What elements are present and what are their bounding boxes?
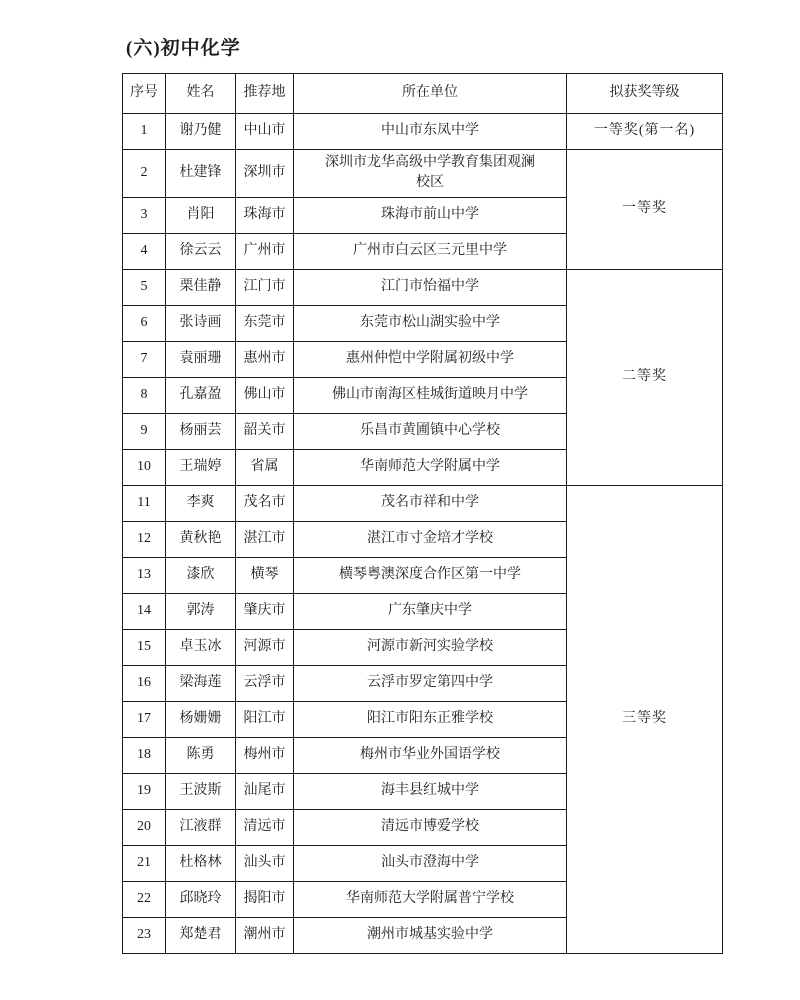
cell-name: 梁海莲: [166, 665, 236, 701]
cell-unit: 潮州市城基实验中学: [294, 917, 567, 953]
cell-no: 20: [123, 809, 166, 845]
cell-name: 张诗画: [166, 305, 236, 341]
cell-unit: 广州市白云区三元里中学: [294, 233, 567, 269]
cell-unit: 茂名市祥和中学: [294, 485, 567, 521]
table-row: [123, 114, 723, 150]
cell-no: 8: [123, 377, 166, 413]
cell-no: 9: [123, 413, 166, 449]
cell-unit: 河源市新河实验学校: [294, 629, 567, 665]
cell-no: 11: [123, 485, 166, 521]
cell-unit: 深圳市龙华高级中学教育集团观澜校区: [294, 150, 567, 198]
cell-no: 21: [123, 845, 166, 881]
cell-name: 江液群: [166, 809, 236, 845]
cell-name: 王瑞婷: [166, 449, 236, 485]
cell-place: 清远市: [236, 809, 294, 845]
cell-unit: 云浮市罗定第四中学: [294, 665, 567, 701]
cell-name: 卓玉冰: [166, 629, 236, 665]
cell-place: 佛山市: [236, 377, 294, 413]
cell-place: 潮州市: [236, 917, 294, 953]
cell-place: 深圳市: [236, 150, 294, 198]
cell-name: 杨姗姗: [166, 701, 236, 737]
cell-unit: 乐昌市黄圃镇中心学校: [294, 413, 567, 449]
award-list-table: [122, 73, 723, 954]
cell-place: 河源市: [236, 629, 294, 665]
cell-no: 5: [123, 269, 166, 305]
cell-no: 16: [123, 665, 166, 701]
cell-no: 3: [123, 197, 166, 233]
cell-unit: 海丰县红城中学: [294, 773, 567, 809]
cell-name: 谢乃健: [166, 114, 236, 150]
cell-place: 省属: [236, 449, 294, 485]
cell-no: 10: [123, 449, 166, 485]
cell-unit: 江门市怡福中学: [294, 269, 567, 305]
cell-place: 中山市: [236, 114, 294, 150]
cell-unit: 华南师范大学附属普宁学校: [294, 881, 567, 917]
cell-name: 陈勇: [166, 737, 236, 773]
cell-place: 汕头市: [236, 845, 294, 881]
section-title: (六)初中化学: [126, 38, 241, 59]
header-cell-no: 序号: [123, 74, 166, 114]
cell-unit: 惠州仲恺中学附属初级中学: [294, 341, 567, 377]
table-row: [123, 485, 723, 521]
cell-no: 14: [123, 593, 166, 629]
header-cell-award: 拟获奖等级: [567, 74, 723, 114]
cell-name: 杨丽芸: [166, 413, 236, 449]
cell-name: 袁丽珊: [166, 341, 236, 377]
cell-name: 黄秋艳: [166, 521, 236, 557]
cell-unit: 广东肇庆中学: [294, 593, 567, 629]
cell-unit: 佛山市南海区桂城街道映月中学: [294, 377, 567, 413]
cell-unit: 东莞市松山湖实验中学: [294, 305, 567, 341]
cell-unit: 阳江市阳东正雅学校: [294, 701, 567, 737]
cell-award: 三等奖: [567, 485, 723, 953]
award-table-body: [123, 114, 723, 954]
cell-place: 广州市: [236, 233, 294, 269]
cell-unit: 中山市东凤中学: [294, 114, 567, 150]
cell-unit: 湛江市寸金培才学校: [294, 521, 567, 557]
cell-place: 东莞市: [236, 305, 294, 341]
cell-name: 郑楚君: [166, 917, 236, 953]
cell-unit: 横琴粤澳深度合作区第一中学: [294, 557, 567, 593]
cell-place: 茂名市: [236, 485, 294, 521]
cell-name: 李爽: [166, 485, 236, 521]
cell-unit: 华南师范大学附属中学: [294, 449, 567, 485]
cell-no: 22: [123, 881, 166, 917]
cell-no: 2: [123, 150, 166, 198]
header-row: [123, 74, 723, 114]
cell-name: 杜格林: [166, 845, 236, 881]
cell-name: 杜建锋: [166, 150, 236, 198]
cell-no: 17: [123, 701, 166, 737]
cell-no: 15: [123, 629, 166, 665]
header-cell-name: 姓名: [166, 74, 236, 114]
cell-no: 1: [123, 114, 166, 150]
cell-place: 惠州市: [236, 341, 294, 377]
cell-no: 19: [123, 773, 166, 809]
table-row: [123, 150, 723, 198]
cell-place: 韶关市: [236, 413, 294, 449]
cell-name: 徐云云: [166, 233, 236, 269]
cell-award: 一等奖(第一名): [567, 114, 723, 150]
cell-no: 6: [123, 305, 166, 341]
cell-no: 4: [123, 233, 166, 269]
cell-place: 云浮市: [236, 665, 294, 701]
cell-place: 揭阳市: [236, 881, 294, 917]
cell-name: 漆欣: [166, 557, 236, 593]
cell-place: 肇庆市: [236, 593, 294, 629]
header-cell-unit: 所在单位: [294, 74, 567, 114]
cell-name: 郭涛: [166, 593, 236, 629]
cell-unit: 珠海市前山中学: [294, 197, 567, 233]
cell-name: 邱晓玲: [166, 881, 236, 917]
cell-name: 栗佳静: [166, 269, 236, 305]
table-row: [123, 269, 723, 305]
cell-unit: 梅州市华业外国语学校: [294, 737, 567, 773]
cell-unit: 清远市博爱学校: [294, 809, 567, 845]
cell-place: 湛江市: [236, 521, 294, 557]
cell-unit: 汕头市澄海中学: [294, 845, 567, 881]
cell-no: 18: [123, 737, 166, 773]
cell-award: 二等奖: [567, 269, 723, 485]
cell-name: 肖阳: [166, 197, 236, 233]
cell-no: 7: [123, 341, 166, 377]
cell-no: 13: [123, 557, 166, 593]
cell-name: 孔嘉盈: [166, 377, 236, 413]
cell-place: 汕尾市: [236, 773, 294, 809]
cell-name: 王波斯: [166, 773, 236, 809]
cell-no: 23: [123, 917, 166, 953]
cell-place: 横琴: [236, 557, 294, 593]
cell-no: 12: [123, 521, 166, 557]
cell-place: 梅州市: [236, 737, 294, 773]
cell-place: 江门市: [236, 269, 294, 305]
cell-award: 一等奖: [567, 150, 723, 270]
cell-place: 阳江市: [236, 701, 294, 737]
header-cell-place: 推荐地: [236, 74, 294, 114]
cell-place: 珠海市: [236, 197, 294, 233]
